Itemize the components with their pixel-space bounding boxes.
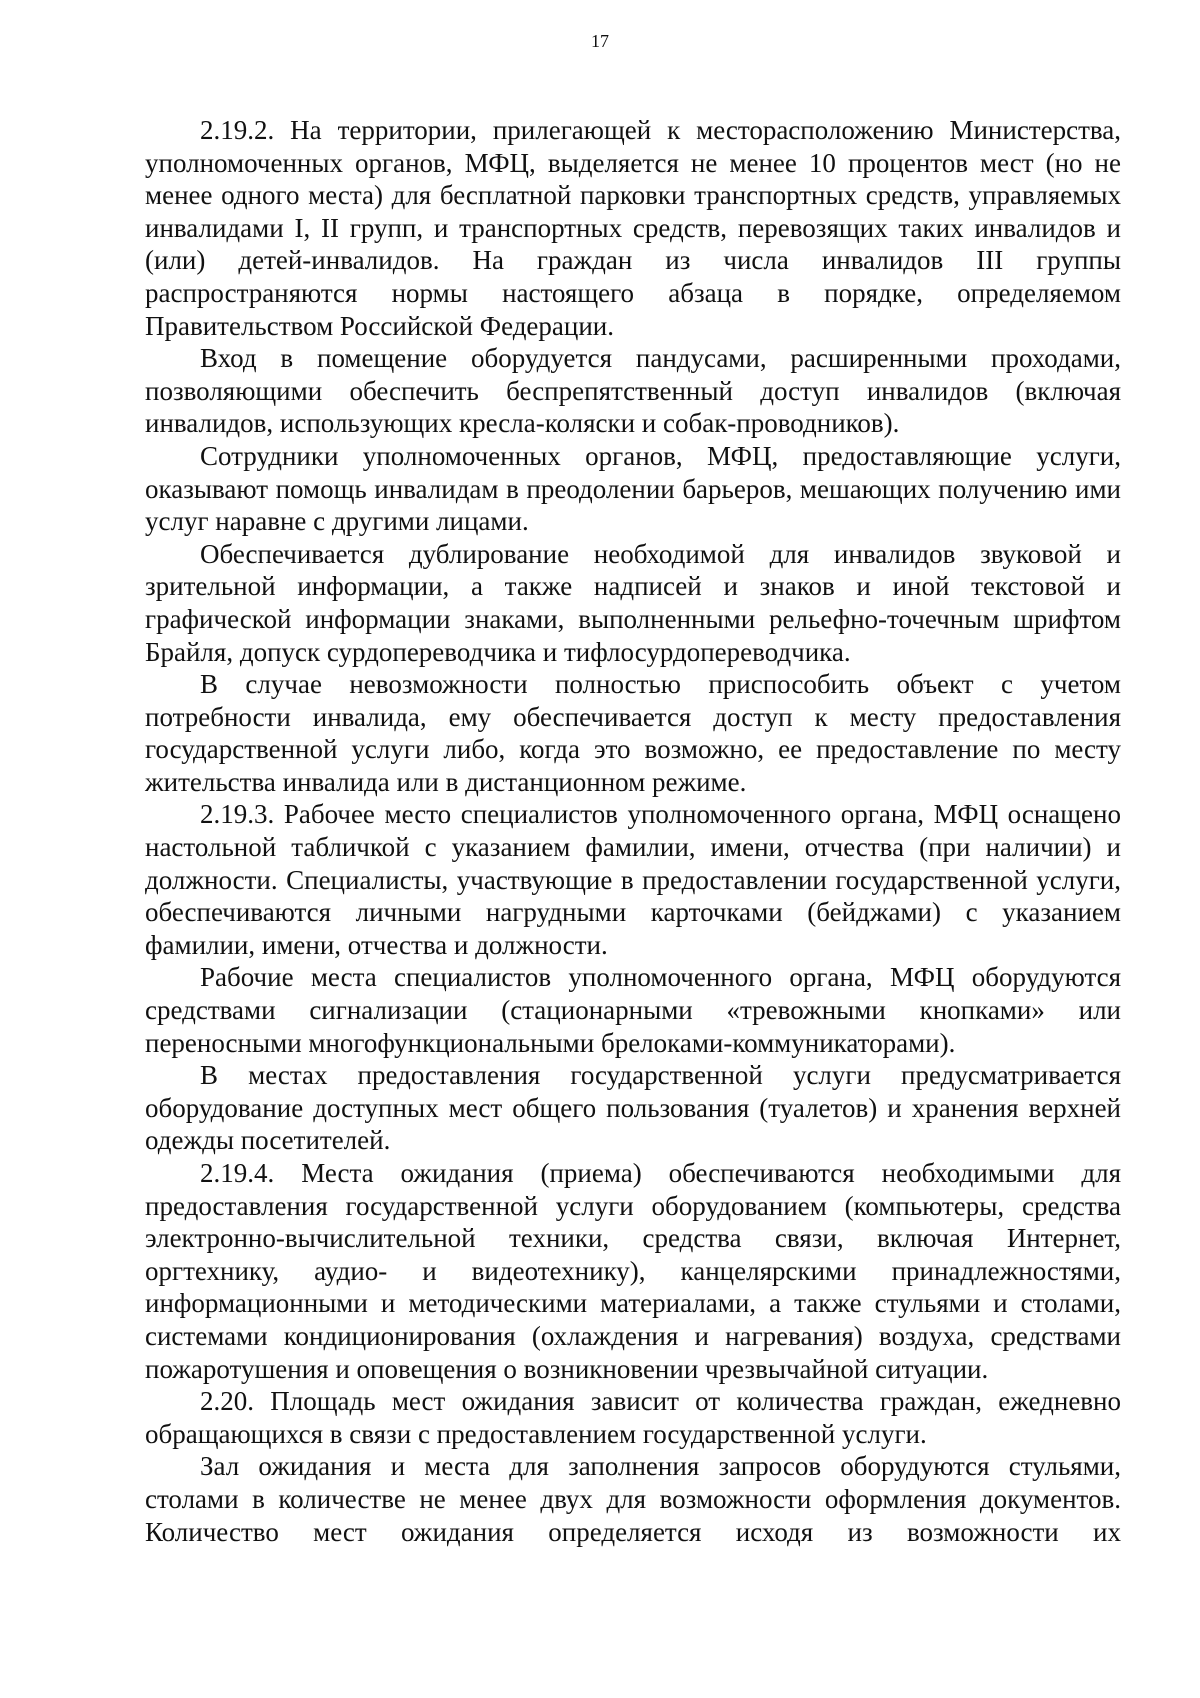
page-number: 17: [591, 31, 609, 51]
paragraph-waiting-hall: Зал ожидания и места для заполнения запросов оборудуются стульями, столами в количестве не менее двух для возможности оформления документов. Количество мест ожидания определяется исходя из возможности их: [145, 1451, 1121, 1547]
paragraph-2-20: 2.20. Площадь мест ожидания зависит от количества граждан, ежедневно обращающихся в связи с предоставлением государственной услуги.: [145, 1386, 1121, 1449]
paragraph-2-19-4: 2.19.4. Места ожидания (приема) обеспечиваются необходимыми для предоставления государственной услуги оборудованием (компьютеры, средства электронно-вычислительной техники, средства связи, включая Интернет, оргтехнику, аудио- и видеотехнику), канцелярскими принадлежностями, информационными и методическими материалами, а также стульями и столами, системами кондиционирования (охлаждения и нагревания) воздуха, средствами пожаротушения и оповещения о возникновении чрезвычайной ситуации.: [145, 1158, 1121, 1384]
paragraph-public-facilities: В местах предоставления государственной услуги предусматривается оборудование доступных мест общего пользования (туалетов) и хранения верхней одежды посетителей.: [145, 1060, 1121, 1156]
paragraph-information-duplication: Обеспечивается дублирование необходимой для инвалидов звуковой и зрительной информации, а также надписей и знаков и иной текстовой и графической информации знаками, выполненными рельефно-точечным шрифтом Брайля, допуск сурдопереводчика и тифлосурдопереводчика.: [145, 538, 1121, 667]
paragraph-2-19-3: 2.19.3. Рабочее место специалистов уполномоченного органа, МФЦ оснащено настольной табличкой с указанием фамилии, имени, отчества (при наличии) и должности. Специалисты, участвующие в предоставлении государственной услуги, обеспечиваются личными нагрудными карточками (бейджами) с указанием фамилии, имени, отчества и должности.: [145, 799, 1121, 960]
document-body: [145, 114, 1121, 1548]
paragraph-entrance: Вход в помещение оборудуется пандусами, расширенными проходами, позволяющими обеспечить беспрепятственный доступ инвалидов (включая инвалидов, использующих кресла-коляски и собак-проводников).: [145, 343, 1121, 439]
paragraph-remote-service: В случае невозможности полностью приспособить объект с учетом потребности инвалида, ему обеспечивается доступ к месту предоставления государственной услуги либо, когда это возможно, ее предоставление по месту жительства инвалида или в дистанционном режиме.: [145, 669, 1121, 797]
paragraph-alarm-systems: Рабочие места специалистов уполномоченного органа, МФЦ оборудуются средствами сигнализации (стационарными «тревожными кнопками» или переносными многофункциональными брелоками-коммуникаторами).: [145, 962, 1121, 1058]
paragraph-2-19-2: 2.19.2. На территории, прилегающей к месторасположению Министерства, уполномоченных органов, МФЦ, выделяется не менее 10 процентов мест (но не менее одного места) для бесплатной парковки транспортных средств, управляемых инвалидами I, II групп, и транспортных средств, перевозящих таких инвалидов и (или) детей-инвалидов. На граждан из числа инвалидов III группы распространяются нормы настоящего абзаца в порядке, определяемом Правительством Российской Федерации.: [145, 115, 1121, 341]
paragraph-staff-assistance: Сотрудники уполномоченных органов, МФЦ, предоставляющие услуги, оказывают помощь инвалидам в преодолении барьеров, мешающих получению ими услуг наравне с другими лицами.: [145, 440, 1121, 537]
